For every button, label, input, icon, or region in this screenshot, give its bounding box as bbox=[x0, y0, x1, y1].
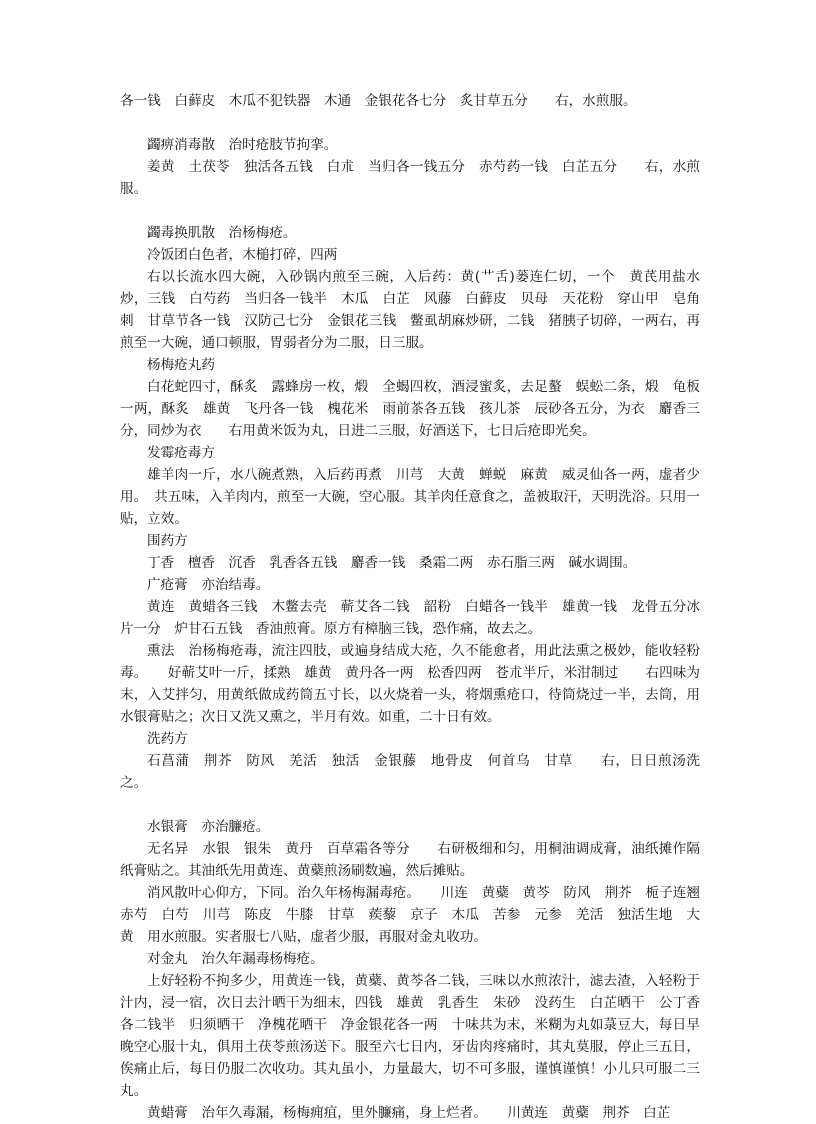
recipe-title: 对金丸 治久年漏毒杨梅疮。 bbox=[147, 951, 324, 967]
paragraph: 姜黄 土茯苓 独活各五钱 白朮 当归各一钱五分 赤芍药一钱 白芷五分 右，水煎服。 bbox=[120, 159, 700, 197]
paragraph-gap bbox=[120, 200, 700, 222]
document-body bbox=[120, 90, 714, 1124]
paragraph: 白花蛇四寸，酥炙 露蜂房一枚，煅 全蝎四枚，酒浸蜜炙，去足螯 蜈蚣二条，煅 龟板一两，酥炙 雄黄 飞丹各一钱 槐花米 雨前茶各五钱 孩儿茶 辰砂各五分，为衣 麝香三分，同炒为衣 右用黄米饭为丸，日进二三服，好酒送下，七日后疮即光矣。 bbox=[120, 379, 700, 439]
paragraph: 上好轻粉不拘多少，用黄连一钱，黄蘗、黄芩各二钱，三味以水煎浓汁，滤去渣，入轻粉于汁内，浸一宿，次日去汁晒干为细末，四钱 雄黄 乳香生 朱砂 没药生 白芷晒干 公丁香各二钱半 归须晒干 净槐花晒干 净金银花各一两 十味共为末，米糊为丸如菉豆大，每日早晚空心服十丸，俱用土茯苓煎汤送下。服至六七日内，牙齿肉疼痛时，其丸莫服，停止三五日，俟痛止后，每日仍服二次收功。其丸虽小，力量最大，切不可多服，谨慎谨慎！小儿只可服二三丸。 bbox=[120, 973, 700, 1099]
paragraph: 冷饭团白色者，木槌打碎，四两 bbox=[147, 247, 338, 263]
paragraph: 丁香 檀香 沉香 乳香各五钱 麝香一钱 桑霜二两 赤石脂三两 碱水调围。 bbox=[147, 555, 637, 571]
paragraph: 消风散叶心仰方，下同。治久年杨梅漏毒疮。 川连 黄蘗 黄芩 防风 荆芥 栀子连翘 赤芍 白芍 川芎 陈皮 牛膝 甘草 蒺藜 京子 木瓜 苦参 元参 羌活 独活生地 大黄 用水煎服。实者服七八贴，虚者少服，再服对金丸收功。 bbox=[120, 885, 714, 945]
paragraph-gap bbox=[120, 794, 700, 816]
recipe-title: 发霉疮毒方 bbox=[147, 445, 215, 461]
recipe-title: 杨梅疮丸药 bbox=[147, 357, 215, 373]
paragraph-gap bbox=[120, 112, 700, 134]
recipe-title: 围药方 bbox=[147, 533, 188, 549]
paragraph: 右以长流水四大碗，入砂锅内煎至三碗，入后药：黄(艹舌)蒌连仁切，一个 黄芪用盐水炒，三钱 白芍药 当归各一钱半 木瓜 白芷 风藤 白藓皮 贝母 天花粉 穿山甲 皂角刺 甘草节各一钱 汉防己七分 金银花三钱 鳖虱胡麻炒研，二钱 猪胰子切碎，一两右，再煎至一大碗，通口顿服，胃弱者分为二服，日三服。 bbox=[120, 269, 700, 351]
paragraph: 石菖蒲 荆芥 防风 羌活 独活 金银藤 地骨皮 何首乌 甘草 右，日日煎汤洗之。 bbox=[120, 753, 700, 791]
paragraph: 熏法 治杨梅疮毒，流注四肢，或遍身结成大疮，久不能愈者，用此法熏之极妙，能收轻粉毒。 好蕲艾叶一斤，揉熟 雄黄 黄丹各一两 松香四两 苍朮半斤，米泔制过 右四味为末，入艾拌匀，用黄纸做成药筒五寸长，以火烧着一头，将烟熏疮口，待筒烧过一半，去筒，用水银膏贴之；次日又洗又熏之，半月有效。如重，二十日有效。 bbox=[120, 643, 700, 725]
paragraph: 无名异 水银 银朱 黄丹 百草霜各等分 右研极细和匀，用桐油调成膏，油纸摊作隔纸膏贴之。其油纸先用黄连、黄蘗煎汤刷数遍，然后摊贴。 bbox=[120, 841, 700, 879]
recipe-title: 广疮膏 亦治结毒。 bbox=[147, 577, 270, 593]
paragraph: 雄羊肉一斤，水八碗煮熟，入后药再煮 川芎 大黄 蝉蜕 麻黄 威灵仙各一两，虚者少用。 共五味，入羊肉内，煎至一大碗，空心服。其羊肉任意食之，盖被取汗，天明洗浴。只用一贴，立效。 bbox=[120, 467, 700, 527]
recipe-title: 蠲毒换肌散 治杨梅疮。 bbox=[147, 225, 297, 241]
paragraph: 各一钱 白藓皮 木瓜不犯铁器 木通 金银花各七分 炙甘草五分 右，水煎服。 bbox=[120, 93, 637, 109]
recipe-title: 蠲痹消毒散 治时疮肢节拘挛。 bbox=[147, 137, 338, 153]
paragraph: 黄蜡膏 治年久毒漏，杨梅痈疽，里外臁痛，身上烂者。 川黄连 黄蘗 荆芥 白芷 bbox=[147, 1105, 671, 1121]
recipe-title: 洗药方 bbox=[147, 731, 188, 747]
recipe-title: 水银膏 亦治臁疮。 bbox=[147, 819, 270, 835]
paragraph: 黄连 黄蜡各三钱 木鳖去壳 蕲艾各二钱 韶粉 白蜡各一钱半 雄黄一钱 龙骨五分冰片一分 炉甘石五钱 香油煎膏。原方有樟脑三钱，恐作痛，故去之。 bbox=[120, 599, 700, 637]
